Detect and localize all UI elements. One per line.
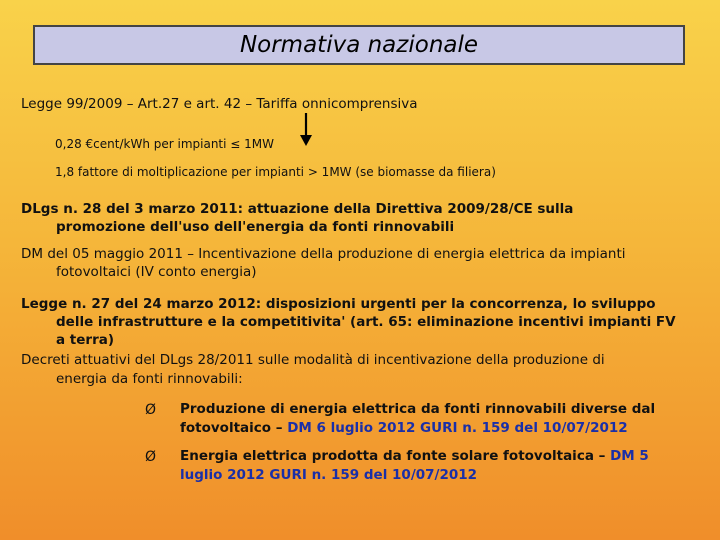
bullet1-line2 <box>180 420 628 436</box>
down-arrow-icon <box>299 113 313 147</box>
bullet2-line2: luglio 2012 GURI n. 159 del 10/07/2012 <box>180 467 478 483</box>
dm-2011-line2: fotovoltaici (IV conto energia) <box>56 264 257 280</box>
bullet2-dm-reference: DM 5 <box>610 448 649 464</box>
law-99-2009: Legge 99/2009 – Art.27 e art. 42 – Tariffa onnicomprensiva <box>21 96 418 112</box>
law-27-2012-line1: Legge n. 27 del 24 marzo 2012: disposizioni urgenti per la concorrenza, lo sviluppo <box>21 296 656 312</box>
dm-2011-line1: DM del 05 maggio 2011 – Incentivazione della produzione di energia elettrica da impianti <box>21 246 626 262</box>
dlgs-28-line1: DLgs n. 28 del 3 marzo 2011: attuazione della Direttiva 2009/28/CE sulla <box>21 201 574 217</box>
dlgs-28-line2: promozione dell'uso dell'energia da fonti rinnovabili <box>56 219 455 235</box>
bullet-arrow-icon: Ø <box>145 402 157 418</box>
tariff-line: 0,28 €cent/kWh per impianti ≤ 1MW <box>55 137 274 151</box>
multiplier-line: 1,8 fattore di moltiplicazione per impianti > 1MW (se biomasse da filiera) <box>55 165 496 179</box>
law-27-2012-line2: delle infrastrutture e la competitivita' (art. 65: eliminazione incentivi impianti FV <box>56 314 676 330</box>
decrees-line2: energia da fonti rinnovabili: <box>56 371 243 387</box>
decrees-line1: Decreti attuativi del DLgs 28/2011 sulle modalità di incentivazione della produzione di <box>21 352 605 368</box>
bullet1-line1: Produzione di energia elettrica da fonti rinnovabili diverse dal <box>180 401 656 417</box>
slide-title: Normativa nazionale <box>239 32 479 58</box>
bullet-arrow-icon: Ø <box>145 449 157 465</box>
bullet1-dm-reference: DM 6 luglio 2012 GURI n. 159 del 10/07/2012 <box>287 420 628 436</box>
bullet2-text: Energia elettrica prodotta da fonte solare fotovoltaica – <box>180 448 611 464</box>
bullet2-line1 <box>180 448 649 464</box>
title-box <box>33 25 685 65</box>
bullet1-text: fotovoltaico – <box>180 420 288 436</box>
law-27-2012-line3: a terra) <box>56 332 115 348</box>
